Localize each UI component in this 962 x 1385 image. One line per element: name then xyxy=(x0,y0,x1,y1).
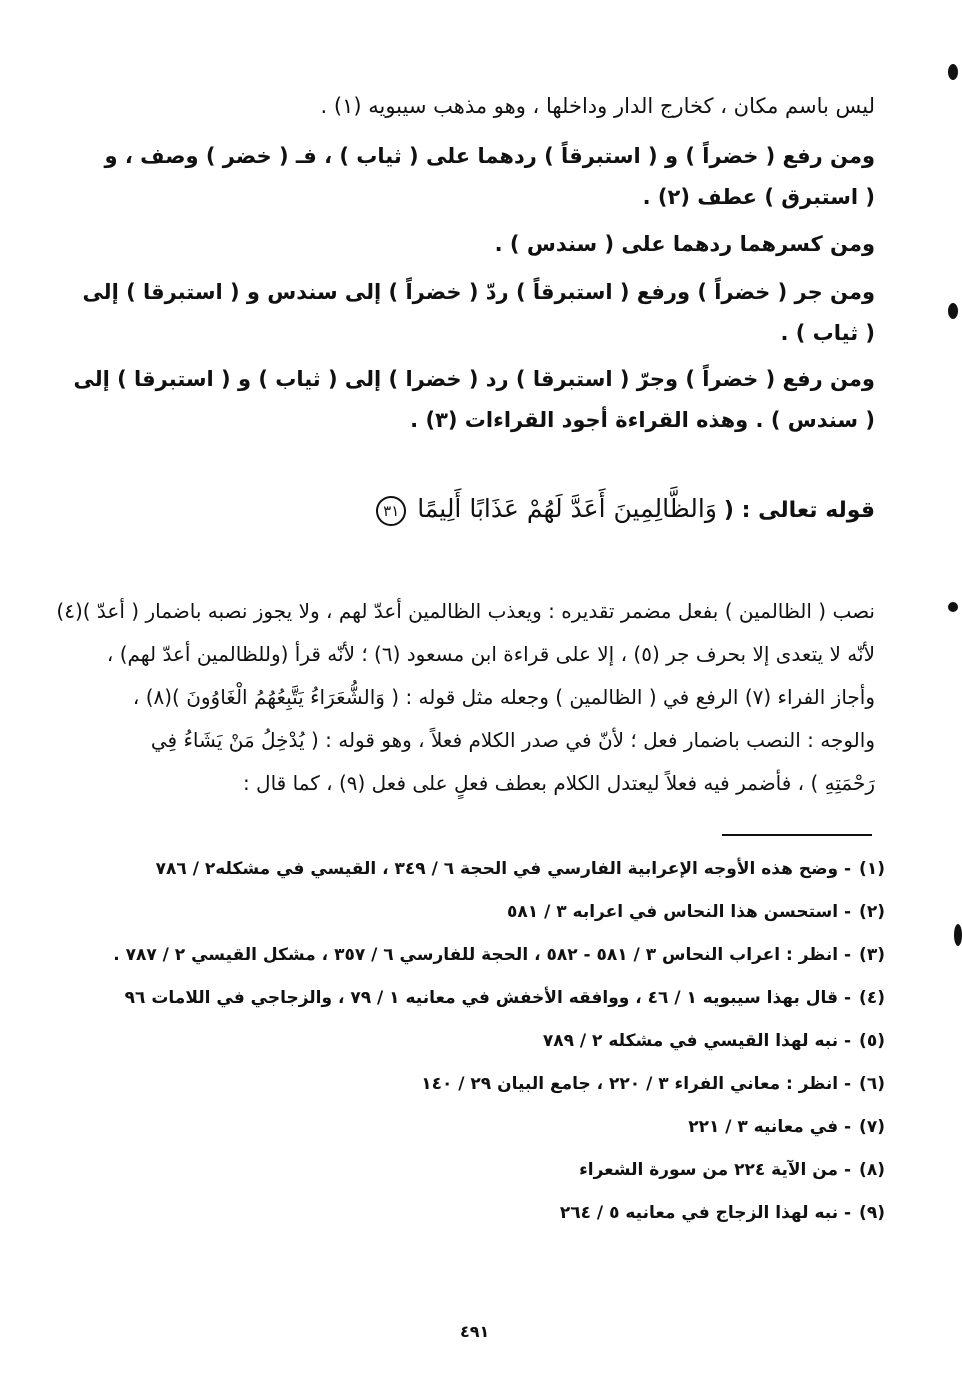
footnote-item xyxy=(65,1192,885,1235)
paragraph-4 xyxy=(63,272,875,354)
scan-mark xyxy=(948,602,958,612)
footnote-item xyxy=(65,1063,885,1106)
footnote-item xyxy=(65,1149,885,1192)
footnotes xyxy=(65,848,885,1235)
text-line: والوجه : النصب باضمار فعل ؛ لأنّ في صدر الكلام فعلاً ، وهو قوله : ( يُدْخِلُ مَنْ يَشَاءُ فِي xyxy=(150,728,875,752)
text-line: لأنّه لا يتعدى إلا بحرف جر (٥) ، إلا على قراءة ابن مسعود (٦) ؛ لأنّه قرأ (وللظالمين أعدّ لهم) ، xyxy=(106,642,875,666)
footnote-number: (٤) xyxy=(859,988,885,1008)
footnote-item xyxy=(65,1106,885,1149)
scan-mark xyxy=(948,303,958,319)
footnote-text: - استحسن هذا النحاس في اعرابه ٣ / ٥٨١ xyxy=(507,902,852,922)
paragraph-3 xyxy=(375,224,875,265)
footnote-text: - نبه لهذا القيسي في مشكله ٢ / ٧٨٩ xyxy=(542,1031,852,1051)
text-line: رَحْمَتِهِ ) ، فأضمر فيه فعلاً ليعتدل الكلام بعطف فعلٍ على فعل (٩) ، كما قال : xyxy=(242,771,875,795)
footnote-item xyxy=(65,1020,885,1063)
footnote-text: - قال بهذا سيبويه ١ / ٤٦ ، ووافقه الأخفش في معانيه ١ / ٧٩ ، والزجاجي في اللامات ٩٦ xyxy=(124,988,852,1008)
footnote-number: (٨) xyxy=(859,1160,885,1180)
explanation-paragraph xyxy=(56,590,875,805)
footnote-text: - نبه لهذا الزجاج في معانيه ٥ / ٢٦٤ xyxy=(559,1203,852,1223)
text-line: ومن كسرهما ردهما على ( سندس ) . xyxy=(494,232,875,256)
footnote-number: (٧) xyxy=(859,1117,885,1137)
footnote-item xyxy=(65,934,885,977)
footnote-number: (١) xyxy=(859,859,885,879)
footnote-text: - في معانيه ٣ / ٢٢١ xyxy=(688,1117,852,1137)
ayah-number-marker: ٣١ xyxy=(376,496,406,526)
text-line: نصب ( الظالمين ) بفعل مضمر تقديره : ويعذب الظالمين أعدّ لهم ، ولا يجوز نصبه باضمار ( أعدّ )(٤) xyxy=(56,599,875,623)
footnote-text: - انظر : اعراب النحاس ٣ / ٥٨١ - ٥٨٢ ، الحجة للفارسي ٦ / ٣٥٧ ، مشكل القيسي ٢ / ٧٨٧ . xyxy=(113,945,852,965)
text-line: ومن جر ( خضراً ) ورفع ( استبرقاً ) ردّ ( خضراً ) إلى سندس و ( استبرقا ) إلى xyxy=(82,280,875,304)
text-line: ليس باسم مكان ، كخارج الدار وداخلها ، وهو مذهب سيبويه (١) . xyxy=(320,94,875,118)
footnote-number: (٩) xyxy=(859,1203,885,1223)
quranic-verse: وَالظَّالِمِينَ أَعَدَّ لَهُمْ عَذَابًا أَلِيمًا xyxy=(417,494,717,523)
footnote-number: (٥) xyxy=(859,1031,885,1051)
footnote-text: - وضح هذه الأوجه الإعرابية الفارسي في الحجة ٦ / ٣٤٩ ، القيسي في مشكله٢ / ٧٨٦ xyxy=(155,859,852,879)
footnote-text: - انظر : معاني الفراء ٣ / ٢٢٠ ، جامع البيان ٢٩ / ١٤٠ xyxy=(421,1074,852,1094)
footnote-number: (٣) xyxy=(859,945,885,965)
footnote-number: (٢) xyxy=(859,902,885,922)
verse-heading-label: قوله تعالى : ( xyxy=(723,498,875,523)
text-line: وأجاز الفراء (٧) الرفع في ( الظالمين ) وجعله مثل قوله : ( وَالشُّعَرَاءُ يَتَّبِعُهُمُ الْغَاوُونَ )(٨) ، xyxy=(132,685,875,709)
paragraph-1 xyxy=(315,86,875,127)
paragraph-5 xyxy=(63,359,875,441)
verse-heading xyxy=(376,494,875,526)
text-line: ومن رفع ( خضراً ) وجرّ ( استبرقا ) رد ( خضرا ) إلى ( ثياب ) و ( استبرقا ) إلى xyxy=(73,367,875,391)
text-line: ومن رفع ( خضراً ) و ( استبرقاً ) ردهما على ( ثياب ) ، فـ ( خضر ) وصف ، و xyxy=(104,144,875,168)
footnote-item xyxy=(65,891,885,934)
text-line: ( سندس ) . وهذه القراءة أجود القراءات (٣) . xyxy=(410,408,875,432)
footnote-number: (٦) xyxy=(859,1074,885,1094)
footnote-item xyxy=(65,848,885,891)
footnote-text: - من الآية ٢٢٤ من سورة الشعراء xyxy=(579,1160,852,1180)
scan-mark xyxy=(954,924,962,946)
text-line: ( ثياب ) . xyxy=(780,321,875,345)
paragraph-2 xyxy=(63,136,875,218)
text-line: ( استبرق ) عطف (٢) . xyxy=(642,185,875,209)
footnote-item xyxy=(65,977,885,1020)
scan-mark xyxy=(948,64,958,80)
page-number: ٤٩١ xyxy=(460,1322,490,1341)
footnote-divider xyxy=(722,834,872,836)
